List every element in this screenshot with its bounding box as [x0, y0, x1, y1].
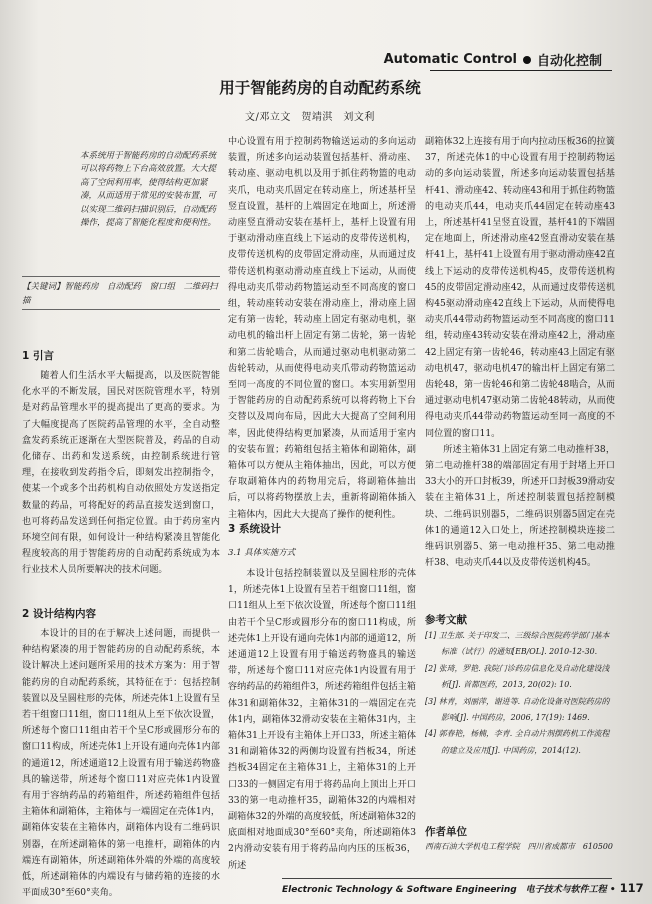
- col2-paragraph-2: 本设计包括控制装置以及呈圆柱形的壳体1，所述壳体1上设置有呈若干组窗口11组，窗口11组从上至下依次设置，所述每个窗口11组由若干个呈C形或圆形分布的窗口11构成，所述壳体1上开设有通向壳体1内部的通道12，所述通道12上设置有用于输送药物盛具的输送带，所述每个窗口11对应壳体1内设置有用于容纳药品的药箱组件3，所述药箱组件包括主箱体31和副箱体32，主箱体31的一端固定在壳体1内，副箱体32滑动安装在主箱体31内，主箱体31上开设有主箱体上开口33，所述主箱体31和副箱体32的两侧均设置有挡板34，所述挡板34固定在主箱体31上，主箱体31的上开口33的一侧固定有用于将药品向上顶出上开口33的第一电动推杆35，副箱体32的内端相对副箱体32的外端的高度较低，所述副箱体32的底面相对地面成30°至60°夹角，所述副箱体32内滑动安装有用于将药品向内压的压板36，所述: [228, 569, 416, 871]
- abstract: 本系统用于智能药房的自动配药系统可以将药物上下台高效放置。大大提高了空间利用率，使得结构更加紧凑，从而适用于常见的安装布置，可以实现二维码扫描识别后，自动配药操作，提高了智能化程度和便利性。: [80, 151, 217, 229]
- footer-rule: [282, 878, 612, 879]
- header-zh: 自动化控制: [536, 54, 602, 69]
- references-heading: 参考文献: [425, 614, 467, 626]
- bullet-dot-icon: [523, 56, 531, 64]
- header-en: Automatic Control: [383, 52, 517, 67]
- section-intro-heading: 1 引言: [22, 350, 54, 362]
- section-system-heading: 3 系统设计: [228, 523, 281, 535]
- footer-journal: Electronic Technology & Software Engineering 电子技术与软件工程 •: [282, 885, 616, 895]
- article-title: 用于智能药房的自动配药系统: [219, 79, 421, 97]
- section-design-heading: 2 设计结构内容: [22, 608, 96, 620]
- column-three: [425, 134, 615, 602]
- affiliation: 西南石油大学机电工程学院 四川省成都市 610500: [425, 842, 613, 851]
- col3-paragraph-1: 副箱体32上连接有用于向内拉动压板36的拉簧37，所述壳体1的中心设置有用于控制药物运动的多向运动装置，所述多向运动装置包括基杆41、滑动座42、转动座43和用于抓住药物篮的电动夹爪44，电动夹爪44固定在转动座43上，所述基杆41呈竖直设置，基杆41的下端固定在地面上，所述滑动座42竖直滑动安装在基杆41上，基杆41上设置有用于驱动滑动座42直线上下运动的皮带传送机构45，皮带传送机构45的皮带固定滑动座42，从而通过皮带传送机构45驱动滑动座42直线上下运动，从而使得电动夹爪44带动药物篮运动至不同高度的窗口11组，转动座43转动安装在滑动座42上，滑动座42上固定有第一齿轮46，转动座43上固定有驱动电机47，驱动电机47的输出杆上固定有第二齿轮48，第一齿轮46和第二齿轮48啮合，从而通过驱动电机47驱动第二齿轮48转动，从而使得电动夹爪44带动药物篮运动至同一高度的不同位置的窗口11。: [425, 137, 615, 439]
- section-header: [384, 50, 602, 69]
- keywords-bottom-rule: [22, 309, 220, 310]
- intro-text: [22, 368, 220, 596]
- reference-item: [3] 林青，刘丽萍，谢进等. 自动化设备对医院药房的影响[J]. 中国药房，2006, 17(19): 1469.: [425, 696, 610, 723]
- design-paragraph: 本设计的目的在于解决上述问题，而提供一种结构紧凑的用于智能药房的自动配药系统，本设计解决上述问题所采用的技术方案为：用于智能药房的自动配药系统，其特征在于：包括控制装置以及呈圆柱形的壳体，所述壳体1上设置有呈若干组窗口11组，窗口11组从上至下依次设置，所述每个窗口11组由若干个呈C形或圆形分布的窗口11构成，所述壳体1上开设有通向壳体1内部的通道12，所述通道12上设置有用于输送药物盛具的输送带，所述每个窗口11对应壳体1内设置有用于容纳药品的药箱组件，所述药箱组件包括主箱体和副箱体，主箱体与一端固定在壳体1内，副箱体安装在主箱体内，副箱体内设有二维码识别器，在所述副箱体的第一电推杆，副箱体的内端连有副箱体，所述副箱体外端的外端的高度较低，所述副箱体的内端设有与储药箱的连接的水平面成30°至60°夹角。: [22, 629, 220, 899]
- reference-item: [1] 卫生部. 关于印发二、三级综合医院药学部门基本标准（试行）的通知[EB/OL]. 2010-12-30.: [425, 631, 610, 657]
- intro-paragraph: 随着人们生活水平大幅提高，以及医院智能化水平的不断发展，国民对医院管理水平，特别是对药品管理水平的提高提出了更高的要求。为了大幅度提高了医院药品管理的水平，全自动整盒发药系统正逐渐在大型医院普及，药品的自动化储存、出药和发送系统，由控制系统进行管理，在接收到发药指令后，即刻发出控制指令，使某一个或多个出药机构自动依照处方发送指定数量的药品，可将配好的药品直接发送到窗口，也可将药品发送到任何指定位置。由于药房室内环境空间有限，如何设计一种结构紧凑且智能化程度较高的用于智能药房的自动配药系统成为本行业技术人员所要解决的技术问题。: [22, 371, 220, 576]
- references-list: [425, 628, 615, 759]
- column-two-top: [228, 134, 416, 520]
- col2-paragraph-1: 中心设置有用于控制药物输送运动的多向运动装置，所述多向运动装置包括基杆、滑动座、转动座、驱动电机以及用于抓住药物篮的电动夹爪，电动夹爪固定在转动座上，所述基杆呈竖直设置，基杆的上端固定在地面上，所述滑动座竖直滑动安装在基杆上，基杆上设置有用于驱动滑动座直线上下运动的皮带传送机构，皮带传送机构的皮带固定滑动座，从而通过皮带传送机构驱动滑动座直线上下运动，从而使得电动夹爪带动药物篮运动至不同高度的窗口组，转动座转动安装在滑动座上，滑动座上固定有第一齿轮，转动座上固定有驱动电机，驱动电机的输出杆上固定有第二齿轮，第一齿轮和第二齿轮啮合，从而通过驱动电机驱动第二齿轮转动，从而使得电动夹爪带动药物篮运动至同一高度的不同位置的窗口。本实用新型用于智能药房的自动配药系统可以将药物上下台交替以及周向布局，因此大大提高了空间利用率，因此使得结构更加紧凑，从而适用于室内的安装布置；药箱组包括主箱体和副箱体，副箱体可以方便从主箱体抽出，因此，可以方便存取副箱体内的药物用完后，将副箱体抽出后，可以将药物摆放上去，重新将副箱体插入主箱体内，因此大大提高了操作的便利性。: [228, 137, 416, 520]
- header-rule: [430, 70, 612, 71]
- subsection-heading: 3.1 具体实施方式: [228, 548, 296, 558]
- design-text: [22, 626, 220, 899]
- page-footer: [282, 881, 644, 895]
- keywords: 【关键词】智能药房 自动配药 窗口组 二维码扫描: [22, 282, 218, 306]
- page-number: 117: [619, 881, 644, 895]
- col3-paragraph-2: 所述主箱体31上固定有第二电动推杆38，第二电动推杆38的端部固定有用于封堵上开口33大小的开口封板39，所述开口封板39滑动安装在主箱体31上，所述控制装置包括控制模块、二维码识别器5，二维码识别器5固定在壳体1的通道12入口处上，所述控制模块连接二维码识别器5、第一电动推杆35、第二电动推杆38、电动夹爪44以及皮带传送机构45。: [425, 444, 615, 569]
- reference-item: [2] 张琦，罗艳. 我院门诊药房信息化及自动化建设浅析[J]. 首都医药，2013, 20(02): 10.: [425, 663, 610, 690]
- authors: 文/邓立文 贺靖淇 刘文利: [245, 112, 375, 123]
- column-two-bottom: [228, 566, 416, 886]
- reference-item: [4] 郭春艳，杨楠，李青. 全自动片剂摆药机工作流程的建立及应用[J]. 中国药房，2014(12).: [425, 729, 610, 755]
- affiliation-heading: 作者单位: [425, 826, 467, 838]
- keywords-top-rule: [22, 276, 220, 277]
